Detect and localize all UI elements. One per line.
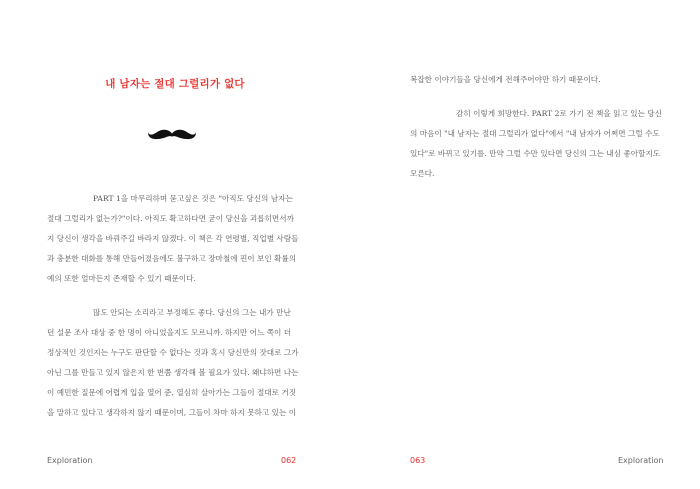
text-line: 감히 이렇게 희망한다. PART 2로 가기 전 책을 읽고 있는 당신 (456, 109, 662, 118)
left-page-number: 062 (281, 456, 297, 465)
left-footer-section: Exploration (47, 456, 93, 465)
right-page-number: 063 (410, 456, 426, 465)
text-line: 복잡한 이야기들을 당신에게 전해주어야만 하기 때문이다. (410, 75, 601, 84)
right-paragraph-1 (410, 70, 656, 90)
text-line: 많도 안되는 소리라고 부정해도 좋다. 당신의 그는 내가 만난 (93, 308, 291, 317)
text-line: 이 예민한 질문에 어렵게 입을 열어 준, 열심히 살아가는 그들이 절대로 거짓 (47, 387, 297, 397)
left-paragraph-1 (47, 189, 299, 289)
text-line: 있다"로 바뀌고 있기를. 만약 그럴 수만 있다면 당신의 그는 내심 좋아할지도 (410, 148, 661, 158)
right-paragraph-2 (410, 104, 662, 184)
chapter-title: 내 남자는 절대 그럴리가 없다 (105, 78, 245, 90)
text-line: 예의 또한 얼마든지 존재할 수 있기 때문이다. (47, 273, 196, 283)
mustache-icon (148, 127, 196, 143)
text-line: 의 마음이 "내 남자는 절대 그럴리가 없다"에서 "내 남자가 어쩌면 그럴 수도 (410, 128, 660, 138)
left-paragraph-2 (47, 303, 299, 422)
text-line: 아닌 그를 만들고 있지 않은지 한 번쯤 생각해 볼 필요가 있다. 왜냐하면 나는 (47, 367, 299, 377)
text-line: 정상적인 것인지는 누구도 판단할 수 없다는 것과 혹시 당신만의 잣대로 그가 (47, 347, 299, 357)
text-line: 던 설문 조사 대상 중 한 명이 아니었을지도 모르니까. 하지만 어느 쪽이 더 (47, 327, 292, 337)
text-line: 을 말하고 있다고 생각하지 않기 때문이며, 그들이 차마 하지 못하고 있는 이 (47, 407, 297, 417)
text-line: 과 충분한 대화를 통해 만들어졌음에도 불구하고 장마철에 핀이 보인 확률의 (47, 253, 297, 263)
right-footer-section: Exploration (618, 456, 664, 465)
text-line: 절대 그럴리가 없는가?"이다. 아직도 확고하다면 굳이 당신을 괴롭히면서까 (47, 213, 294, 223)
text-line: PART 1을 마무리하며 묻고싶은 것은 "아직도 당신의 남자는 (93, 194, 293, 203)
text-line: 지 당신이 생각을 바꿔주길 바라지 않겠다. 이 책은 각 연령별, 직업별 사람들 (47, 233, 299, 243)
text-line: 모른다. (410, 168, 435, 178)
